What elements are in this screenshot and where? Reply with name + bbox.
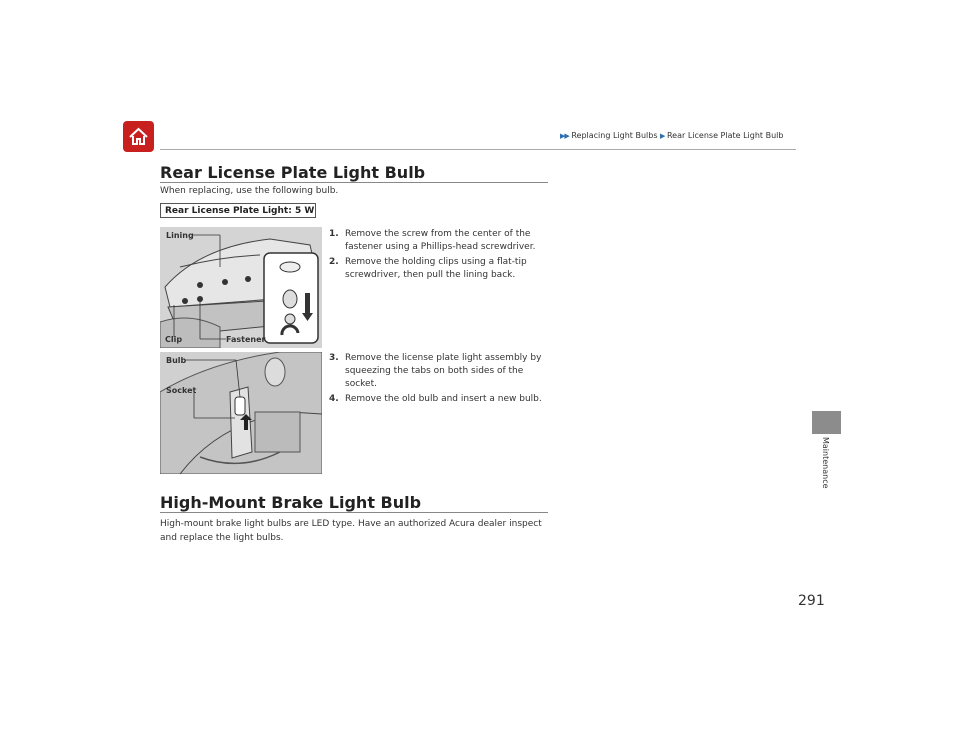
figure-license-light-socket: [160, 352, 322, 474]
socket-illustration: [160, 352, 322, 474]
label-fastener: Fastener: [226, 335, 266, 344]
label-clip: Clip: [165, 335, 183, 344]
breadcrumb-arrow-icon: ▶: [660, 132, 665, 140]
page-number: 291: [798, 593, 825, 609]
steps-group-2: [329, 352, 547, 408]
high-mount-body-text: High-mount brake light bulbs are LED type. Have an authorized Acura dealer inspect and replace the light bulbs.: [160, 519, 542, 543]
step-number: 2.: [329, 257, 339, 267]
step-text: Remove the old bulb and insert a new bulb.: [345, 394, 542, 404]
section-title-rule: [160, 512, 548, 513]
breadcrumb-link-replacing-light-bulbs[interactable]: Replacing Light Bulbs: [571, 131, 658, 140]
step-number: 4.: [329, 394, 339, 404]
figure-trunk-lining: [160, 227, 322, 348]
breadcrumb-current[interactable]: Rear License Plate Light Bulb: [666, 131, 784, 140]
intro-text: When replacing, use the following bulb.: [160, 186, 339, 196]
home-button[interactable]: [123, 121, 154, 152]
step-2: [329, 256, 547, 282]
step-text: Remove the holding clips using a flat-tip screwdriver, then pull the lining back.: [345, 257, 527, 280]
label-lining: Lining: [166, 231, 194, 240]
side-tab-marker[interactable]: [812, 411, 841, 434]
step-text: Remove the license plate light assembly by squeezing the tabs on both sides of the socket.: [345, 353, 542, 389]
header-divider: [160, 149, 796, 150]
step-text: Remove the screw from the center of the fastener using a Phillips-head screwdriver.: [345, 229, 536, 252]
trunk-lining-illustration: [160, 227, 322, 348]
step-3: [329, 352, 547, 391]
bulb-spec-box: Rear License Plate Light: 5 W: [160, 203, 316, 218]
steps-group-1: [329, 228, 547, 284]
breadcrumb: [560, 131, 783, 140]
step-1: [329, 228, 547, 254]
side-tab-text: Maintenance: [821, 437, 830, 489]
label-socket: Socket: [166, 386, 197, 395]
step-4: [329, 393, 547, 406]
step-number: 1.: [329, 229, 339, 239]
label-bulb: Bulb: [166, 356, 187, 365]
section-title-rule: [160, 182, 548, 183]
step-number: 3.: [329, 353, 339, 363]
side-tab-label: [812, 437, 841, 517]
section-title-license-plate: Rear License Plate Light Bulb: [160, 163, 426, 182]
breadcrumb-arrow-icon: ▶▶: [560, 132, 569, 140]
section-title-high-mount: High-Mount Brake Light Bulb: [160, 493, 422, 512]
home-icon: [128, 126, 149, 147]
